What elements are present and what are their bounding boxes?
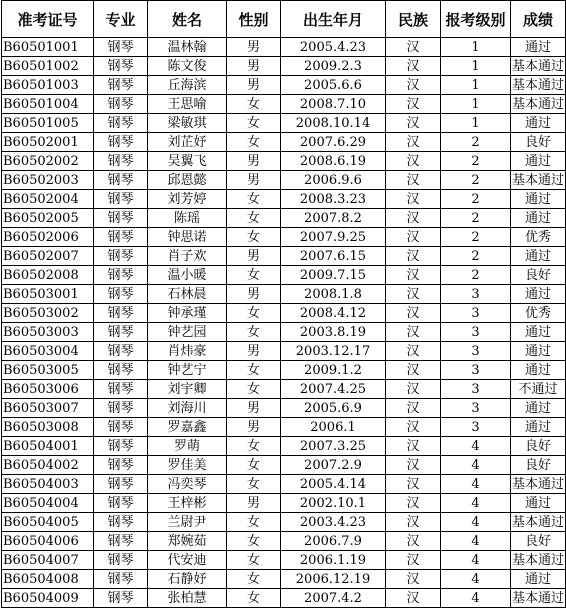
- gender-cell: 女: [227, 228, 281, 247]
- result-cell: 基本通过: [511, 58, 564, 74]
- major-cell: 钢琴: [94, 551, 148, 570]
- ethnicity-cell: 汉: [386, 133, 441, 152]
- name-cell: 梁敏琪: [148, 114, 227, 133]
- name-cell: 郑婉茹: [148, 532, 227, 551]
- major-cell: 钢琴: [94, 589, 148, 608]
- name-cell: 刘芳婷: [148, 190, 227, 209]
- birth-date-cell: 2005.6.9: [281, 399, 386, 418]
- ethnicity-cell: 汉: [386, 247, 441, 266]
- birth-date-cell: 2003.4.23: [281, 513, 386, 532]
- table-row: [2, 285, 566, 304]
- header-exam-id: 准考证号: [2, 1, 94, 38]
- result-cell: 良好: [511, 437, 566, 456]
- major-cell: 钢琴: [94, 475, 148, 494]
- result-cell: 通过: [511, 247, 566, 266]
- gender-cell: 女: [227, 266, 281, 285]
- table-row: [2, 342, 566, 361]
- gender-cell: 女: [227, 190, 281, 209]
- gender-cell: 女: [227, 361, 281, 380]
- name-cell: 钟艺宁: [148, 361, 227, 380]
- result-cell: 优秀: [511, 304, 566, 323]
- gender-cell: 女: [227, 304, 281, 323]
- gender-cell: 男: [227, 76, 281, 95]
- name-cell: 石静妤: [148, 570, 227, 589]
- level-cell: 4: [441, 551, 511, 570]
- birth-date-cell: 2008.7.10: [281, 95, 386, 114]
- table-row: [2, 38, 566, 57]
- exam-id-cell: B60501002: [2, 57, 94, 76]
- table-body: [2, 38, 566, 608]
- gender-cell: 男: [227, 247, 281, 266]
- birth-date-cell: 2008.4.12: [281, 304, 386, 323]
- gender-cell: 女: [227, 133, 281, 152]
- level-cell: 1: [441, 114, 511, 133]
- level-cell: 4: [441, 475, 511, 494]
- exam-id-cell: B60502005: [2, 209, 94, 228]
- birth-date-cell: 2006.7.9: [281, 532, 386, 551]
- birth-date-cell: 2007.3.25: [281, 437, 386, 456]
- exam-id-cell: B60504007: [2, 551, 94, 570]
- ethnicity-cell: 汉: [386, 304, 441, 323]
- exam-id-cell: B60503006: [2, 380, 94, 399]
- table-row: [2, 228, 566, 247]
- name-cell: 兰尉尹: [148, 513, 227, 532]
- result-cell: 通过: [511, 285, 566, 304]
- table-row: [2, 475, 566, 494]
- table-row: [2, 323, 566, 342]
- major-cell: 钢琴: [94, 342, 148, 361]
- birth-date-cell: 2007.2.9: [281, 456, 386, 475]
- gender-cell: 女: [227, 475, 281, 494]
- ethnicity-cell: 汉: [386, 228, 441, 247]
- table-row: [2, 114, 566, 133]
- major-cell: 钢琴: [94, 532, 148, 551]
- ethnicity-cell: 汉: [386, 209, 441, 228]
- name-cell: 吴翼飞: [148, 152, 227, 171]
- name-cell: 王思喻: [148, 95, 227, 114]
- name-cell: 罗萌: [148, 437, 227, 456]
- gender-cell: 男: [227, 152, 281, 171]
- major-cell: 钢琴: [94, 152, 148, 171]
- table-row: [2, 95, 566, 114]
- table-row: [2, 266, 566, 285]
- table-row: [2, 513, 566, 532]
- birth-date-cell: 2006.1: [281, 418, 386, 437]
- table-row: [2, 399, 566, 418]
- exam-id-cell: B60504005: [2, 513, 94, 532]
- major-cell: 钢琴: [94, 171, 148, 190]
- result-cell: 优秀: [511, 228, 566, 247]
- gender-cell: 男: [227, 399, 281, 418]
- result-cell: 通过: [511, 38, 566, 57]
- header-birth-date: 出生年月: [281, 1, 386, 38]
- major-cell: 钢琴: [94, 190, 148, 209]
- table-row: [2, 190, 566, 209]
- table-row: [2, 152, 566, 171]
- table-row: [2, 589, 566, 608]
- result-cell: 通过: [511, 494, 566, 513]
- gender-cell: 女: [227, 323, 281, 342]
- name-cell: 丘海滨: [148, 76, 227, 95]
- major-cell: 钢琴: [94, 304, 148, 323]
- major-cell: 钢琴: [94, 38, 148, 57]
- ethnicity-cell: 汉: [386, 76, 441, 95]
- ethnicity-cell: 汉: [386, 152, 441, 171]
- name-cell: 肖子欢: [148, 247, 227, 266]
- ethnicity-cell: 汉: [386, 589, 441, 608]
- ethnicity-cell: 汉: [386, 171, 441, 190]
- level-cell: 4: [441, 570, 511, 589]
- header-gender: 性别: [227, 1, 281, 38]
- table-row: [2, 171, 566, 190]
- name-cell: 陈瑶: [148, 209, 227, 228]
- major-cell: 钢琴: [94, 513, 148, 532]
- exam-id-cell: B60502008: [2, 266, 94, 285]
- level-cell: 3: [441, 418, 511, 437]
- ethnicity-cell: 汉: [386, 266, 441, 285]
- exam-id-cell: B60503002: [2, 304, 94, 323]
- major-cell: 钢琴: [94, 570, 148, 589]
- result-cell: 通过: [511, 399, 566, 418]
- exam-id-cell: B60503007: [2, 399, 94, 418]
- level-cell: 2: [441, 152, 511, 171]
- major-cell: 钢琴: [94, 323, 148, 342]
- exam-id-cell: B60504008: [2, 570, 94, 589]
- name-cell: 钟承瑾: [148, 304, 227, 323]
- gender-cell: 女: [227, 589, 281, 608]
- level-cell: 2: [441, 209, 511, 228]
- birth-date-cell: 2008.3.23: [281, 190, 386, 209]
- exam-id-cell: B60504006: [2, 532, 94, 551]
- name-cell: 罗嘉鑫: [148, 418, 227, 437]
- gender-cell: 男: [227, 38, 281, 57]
- level-cell: 1: [441, 57, 511, 76]
- header-major: 专业: [94, 1, 148, 38]
- level-cell: 1: [441, 95, 511, 114]
- name-cell: 代安迪: [148, 551, 227, 570]
- result-cell: 良好: [511, 133, 566, 152]
- result-cell: 良好: [511, 532, 566, 551]
- exam-results-table: [1, 0, 566, 608]
- level-cell: 2: [441, 171, 511, 190]
- exam-id-cell: B60503004: [2, 342, 94, 361]
- table-row: [2, 570, 566, 589]
- level-cell: 3: [441, 361, 511, 380]
- header-name: 姓名: [148, 1, 227, 38]
- level-cell: 3: [441, 323, 511, 342]
- name-cell: 钟艺园: [148, 323, 227, 342]
- major-cell: 钢琴: [94, 456, 148, 475]
- level-cell: 4: [441, 532, 511, 551]
- birth-date-cell: 2008.1.8: [281, 285, 386, 304]
- header-level: 报考级别: [441, 1, 511, 38]
- major-cell: 钢琴: [94, 285, 148, 304]
- result-cell: 良好: [511, 266, 566, 285]
- gender-cell: 女: [227, 513, 281, 532]
- birth-date-cell: 2002.10.1: [281, 494, 386, 513]
- major-cell: 钢琴: [94, 95, 148, 114]
- table-row: [2, 532, 566, 551]
- exam-id-cell: B60502001: [2, 133, 94, 152]
- result-cell: 基本通过: [511, 77, 564, 93]
- name-cell: 刘宇卿: [148, 380, 227, 399]
- name-cell: 石林晨: [148, 285, 227, 304]
- level-cell: 1: [441, 38, 511, 57]
- major-cell: 钢琴: [94, 57, 148, 76]
- exam-id-cell: B60501004: [2, 95, 94, 114]
- name-cell: 刘海川: [148, 399, 227, 418]
- name-cell: 刘芷妤: [148, 133, 227, 152]
- name-cell: 陈文俊: [148, 57, 227, 76]
- exam-id-cell: B60504009: [2, 589, 94, 608]
- ethnicity-cell: 汉: [386, 494, 441, 513]
- exam-id-cell: B60503003: [2, 323, 94, 342]
- gender-cell: 女: [227, 437, 281, 456]
- result-cell: 通过: [511, 418, 566, 437]
- major-cell: 钢琴: [94, 418, 148, 437]
- name-cell: 肖炜豪: [148, 342, 227, 361]
- ethnicity-cell: 汉: [386, 570, 441, 589]
- gender-cell: 男: [227, 171, 281, 190]
- gender-cell: 男: [227, 342, 281, 361]
- ethnicity-cell: 汉: [386, 437, 441, 456]
- level-cell: 4: [441, 494, 511, 513]
- result-cell: 通过: [511, 361, 566, 380]
- exam-id-cell: B60504001: [2, 437, 94, 456]
- header-row: [2, 1, 566, 38]
- name-cell: 温林翰: [148, 38, 227, 57]
- ethnicity-cell: 汉: [386, 57, 441, 76]
- gender-cell: 男: [227, 494, 281, 513]
- result-cell: 通过: [511, 570, 566, 589]
- table-row: [2, 133, 566, 152]
- table-row: [2, 418, 566, 437]
- table-row: [2, 494, 566, 513]
- exam-id-cell: B60502003: [2, 171, 94, 190]
- exam-id-cell: B60504002: [2, 456, 94, 475]
- ethnicity-cell: 汉: [386, 418, 441, 437]
- ethnicity-cell: 汉: [386, 342, 441, 361]
- level-cell: 3: [441, 342, 511, 361]
- gender-cell: 女: [227, 114, 281, 133]
- level-cell: 2: [441, 190, 511, 209]
- exam-id-cell: B60502007: [2, 247, 94, 266]
- exam-id-cell: B60503005: [2, 361, 94, 380]
- header-result: 成绩: [511, 1, 566, 38]
- level-cell: 4: [441, 456, 511, 475]
- ethnicity-cell: 汉: [386, 513, 441, 532]
- exam-id-cell: B60502006: [2, 228, 94, 247]
- name-cell: 钟思诺: [148, 228, 227, 247]
- ethnicity-cell: 汉: [386, 38, 441, 57]
- result-cell: 基本通过: [511, 514, 564, 530]
- gender-cell: 女: [227, 551, 281, 570]
- major-cell: 钢琴: [94, 399, 148, 418]
- result-cell: 基本通过: [511, 96, 564, 112]
- major-cell: 钢琴: [94, 133, 148, 152]
- level-cell: 4: [441, 437, 511, 456]
- birth-date-cell: 2009.1.2: [281, 361, 386, 380]
- exam-id-cell: B60502004: [2, 190, 94, 209]
- ethnicity-cell: 汉: [386, 361, 441, 380]
- gender-cell: 男: [227, 418, 281, 437]
- ethnicity-cell: 汉: [386, 380, 441, 399]
- birth-date-cell: 2006.9.6: [281, 171, 386, 190]
- table-row: [2, 304, 566, 323]
- major-cell: 钢琴: [94, 380, 148, 399]
- birth-date-cell: 2007.9.25: [281, 228, 386, 247]
- result-cell: 良好: [511, 456, 566, 475]
- result-cell: 通过: [511, 190, 566, 209]
- birth-date-cell: 2005.6.6: [281, 76, 386, 95]
- table-row: [2, 76, 566, 95]
- ethnicity-cell: 汉: [386, 456, 441, 475]
- exam-id-cell: B60504003: [2, 475, 94, 494]
- birth-date-cell: 2009.2.3: [281, 57, 386, 76]
- table-row: [2, 247, 566, 266]
- level-cell: 3: [441, 380, 511, 399]
- table-row: [2, 57, 566, 76]
- level-cell: 2: [441, 247, 511, 266]
- gender-cell: 女: [227, 570, 281, 589]
- gender-cell: 女: [227, 456, 281, 475]
- ethnicity-cell: 汉: [386, 475, 441, 494]
- result-cell: 基本通过: [511, 476, 564, 492]
- major-cell: 钢琴: [94, 437, 148, 456]
- gender-cell: 女: [227, 95, 281, 114]
- result-cell: 不通过: [511, 380, 566, 399]
- gender-cell: 女: [227, 209, 281, 228]
- level-cell: 2: [441, 228, 511, 247]
- gender-cell: 男: [227, 57, 281, 76]
- ethnicity-cell: 汉: [386, 399, 441, 418]
- birth-date-cell: 2006.1.19: [281, 551, 386, 570]
- exam-id-cell: B60501001: [2, 38, 94, 57]
- major-cell: 钢琴: [94, 114, 148, 133]
- birth-date-cell: 2005.4.23: [281, 38, 386, 57]
- result-cell: 基本通过: [511, 172, 564, 188]
- name-cell: 温小暖: [148, 266, 227, 285]
- birth-date-cell: 2007.6.15: [281, 247, 386, 266]
- major-cell: 钢琴: [94, 361, 148, 380]
- result-cell: 通过: [511, 152, 566, 171]
- table-row: [2, 380, 566, 399]
- result-cell: 通过: [511, 323, 566, 342]
- exam-id-cell: B60503001: [2, 285, 94, 304]
- level-cell: 2: [441, 266, 511, 285]
- level-cell: 1: [441, 76, 511, 95]
- table-row: [2, 437, 566, 456]
- birth-date-cell: 2009.7.15: [281, 266, 386, 285]
- ethnicity-cell: 汉: [386, 95, 441, 114]
- level-cell: 3: [441, 285, 511, 304]
- level-cell: 3: [441, 399, 511, 418]
- major-cell: 钢琴: [94, 76, 148, 95]
- exam-id-cell: B60503008: [2, 418, 94, 437]
- name-cell: 罗佳美: [148, 456, 227, 475]
- level-cell: 3: [441, 304, 511, 323]
- ethnicity-cell: 汉: [386, 551, 441, 570]
- result-cell: 通过: [511, 114, 566, 133]
- header-ethnicity: 民族: [386, 1, 441, 38]
- major-cell: 钢琴: [94, 247, 148, 266]
- result-cell: 通过: [511, 209, 566, 228]
- major-cell: 钢琴: [94, 266, 148, 285]
- birth-date-cell: 2005.4.14: [281, 475, 386, 494]
- result-cell: 基本通过: [511, 590, 564, 606]
- level-cell: 4: [441, 589, 511, 608]
- birth-date-cell: 2007.8.2: [281, 209, 386, 228]
- birth-date-cell: 2008.10.14: [281, 114, 386, 133]
- major-cell: 钢琴: [94, 228, 148, 247]
- exam-id-cell: B60501005: [2, 114, 94, 133]
- gender-cell: 女: [227, 380, 281, 399]
- major-cell: 钢琴: [94, 494, 148, 513]
- ethnicity-cell: 汉: [386, 190, 441, 209]
- birth-date-cell: 2007.4.2: [281, 589, 386, 608]
- ethnicity-cell: 汉: [386, 114, 441, 133]
- ethnicity-cell: 汉: [386, 285, 441, 304]
- birth-date-cell: 2003.8.19: [281, 323, 386, 342]
- table-row: [2, 551, 566, 570]
- exam-id-cell: B60504004: [2, 494, 94, 513]
- birth-date-cell: 2007.4.25: [281, 380, 386, 399]
- table-row: [2, 456, 566, 475]
- table-row: [2, 361, 566, 380]
- name-cell: 王梓彬: [148, 494, 227, 513]
- gender-cell: 男: [227, 285, 281, 304]
- ethnicity-cell: 汉: [386, 323, 441, 342]
- level-cell: 4: [441, 513, 511, 532]
- ethnicity-cell: 汉: [386, 532, 441, 551]
- name-cell: 张柏慧: [148, 589, 227, 608]
- birth-date-cell: 2008.6.19: [281, 152, 386, 171]
- major-cell: 钢琴: [94, 209, 148, 228]
- result-cell: 基本通过: [511, 552, 564, 568]
- level-cell: 2: [441, 133, 511, 152]
- name-cell: 邱恩懿: [148, 171, 227, 190]
- result-cell: 通过: [511, 342, 566, 361]
- birth-date-cell: 2007.6.29: [281, 133, 386, 152]
- gender-cell: 女: [227, 532, 281, 551]
- exam-id-cell: B60501003: [2, 76, 94, 95]
- table-row: [2, 209, 566, 228]
- birth-date-cell: 2003.12.17: [281, 342, 386, 361]
- exam-id-cell: B60502002: [2, 152, 94, 171]
- birth-date-cell: 2006.12.19: [281, 570, 386, 589]
- name-cell: 冯奕琴: [148, 475, 227, 494]
